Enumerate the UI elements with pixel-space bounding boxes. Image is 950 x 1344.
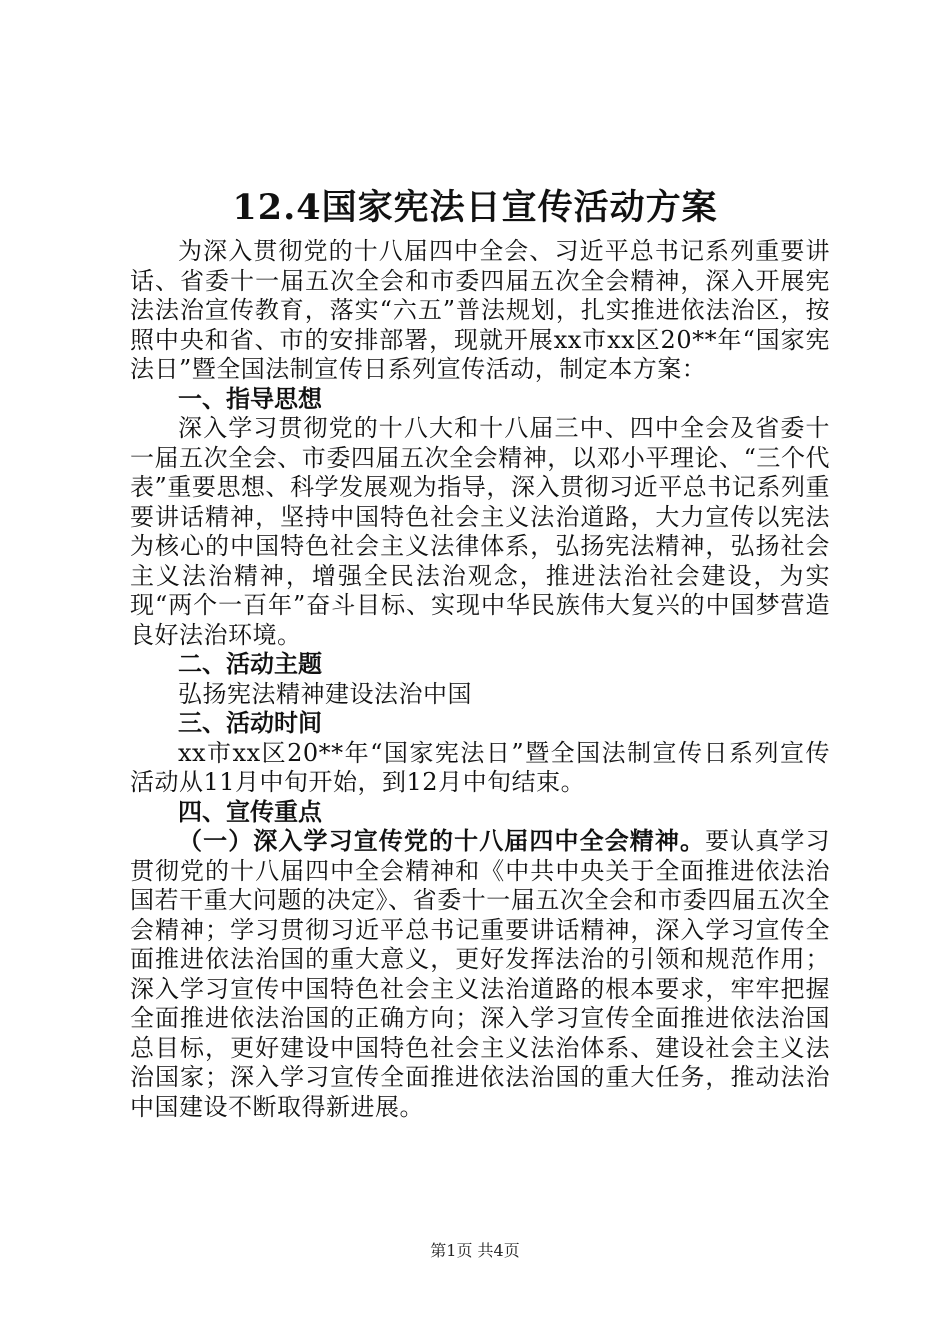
section-paragraph-activity-theme: 弘扬宪法精神建设法治中国 (178, 679, 472, 708)
document-body (130, 237, 830, 1122)
section-paragraph-publicity-focus-item1 (130, 827, 830, 1122)
section-heading-activity-theme: 二、活动主题 (178, 650, 322, 678)
section-paragraph-guiding-thought: 深入学习贯彻党的十八大和十八届三中、四中全会及省委十一届五次全会、市委四届五次全会精神，以邓小平理论、“三个代表”重要思想、科学发展观为指导，深入贯彻习近平总书记系列重要讲话精神，坚持中国特色社会主义法治道路，大力宣传以宪法为核心的中国特色社会主义法律体系，弘扬宪法精神，弘扬社会主义法治精神，增强全民法治观念，推进法治社会建设，为实现“两个一百年”奋斗目标、实现中华民族伟大复兴的中国梦营造良好法治环境。 (130, 414, 830, 649)
intro-paragraph: 为深入贯彻党的十八届四中全会、习近平总书记系列重要讲话、省委十一届五次全会和市委四届五次全会精神，深入开展宪法法治宣传教育，落实“六五”普法规划，扎实推进依法治区，按照中央和省、市的安排部署，现就开展xx市xx区20**年“国家宪法日”暨全国法制宣传日系列宣传活动，制定本方案： (130, 237, 830, 383)
page-footer: 第1页 共4页 (430, 1241, 520, 1260)
item1-lead-text: （一）深入学习宣传党的十八届四中全会精神。 (178, 827, 706, 855)
document-title: 12.4国家宪法日宣传活动方案 (232, 187, 718, 228)
section-heading-publicity-focus: 四、宣传重点 (178, 797, 322, 826)
section-heading-activity-time: 三、活动时间 (178, 709, 322, 737)
section-paragraph-activity-time: xx市xx区20**年“国家宪法日”暨全国法制宣传日系列宣传活动从11月中旬开始，到12月中旬结束。 (130, 738, 830, 796)
section-heading-guiding-thought: 一、指导思想 (178, 384, 322, 413)
item1-body-text: 要认真学习贯彻党的十八届四中全会精神和《中共中央关于全面推进依法治国若干重大问题的决定》、省委十一届五次全会和市委四届五次全会精神；学习贯彻习近平总书记重要讲话精神，深入学习宣传全面推进依法治国的重大意义，更好发挥法治的引领和规范作用；深入学习宣传中国特色社会主义法治道路的根本要求，牢牢把握全面推进依法治国的正确方向；深入学习宣传全面推进依法治国总目标，更好建设中国特色社会主义法治体系、建设社会主义法治国家；深入学习宣传全面推进依法治国的重大任务，推动法治中国建设不断取得新进展。 (130, 827, 831, 1121)
